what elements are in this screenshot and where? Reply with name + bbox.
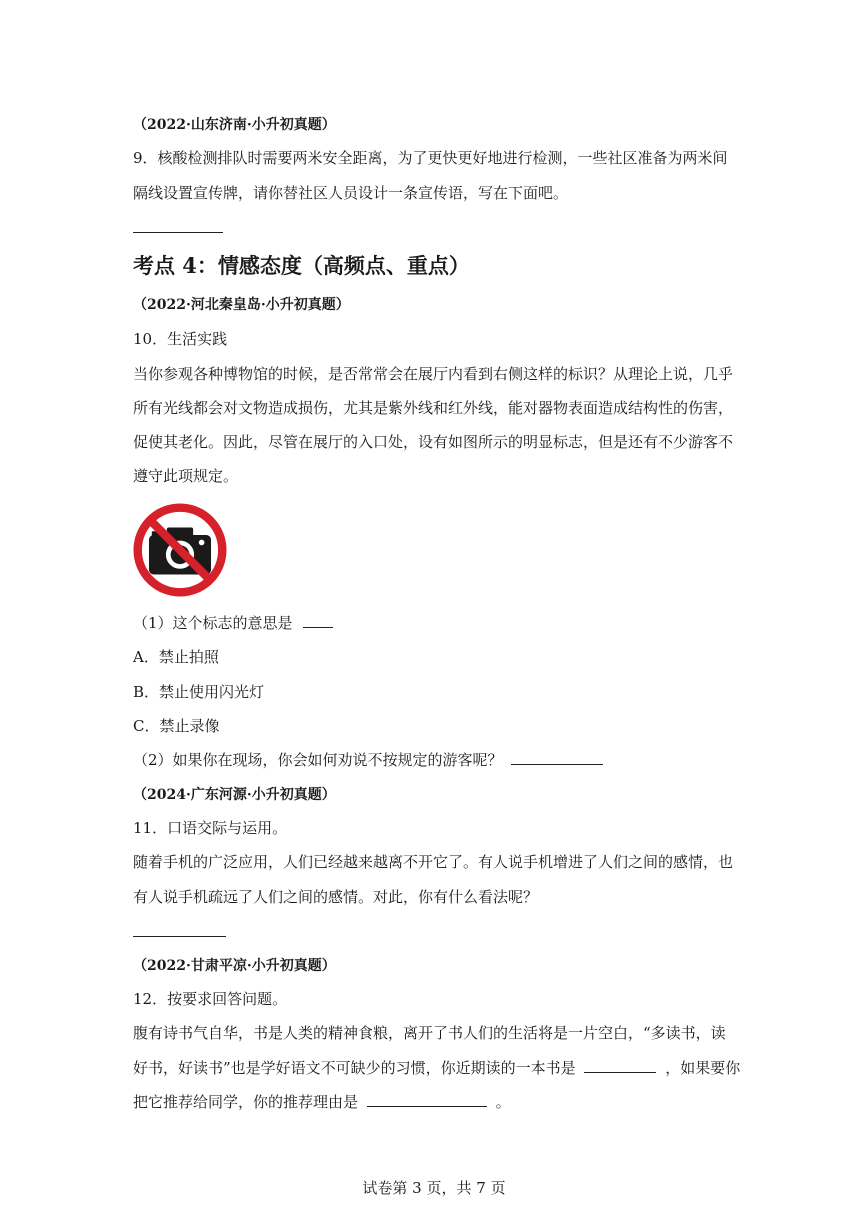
section-heading: 考点 4：情感态度（高频点、重点）: [133, 253, 470, 278]
q10-para-line4: 遵守此项规定。: [133, 467, 239, 485]
q10-sub1-text: （1）这个标志的意思是: [133, 614, 293, 632]
q10-source: （2022·河北秦皇岛·小升初真题）: [133, 297, 350, 313]
q10-title: 10．生活实践: [133, 330, 228, 348]
q10-para-line2: 所有光线都会对文物造成损伤，尤其是紫外线和红外线，能对器物表面造成结构性的伤害，: [133, 399, 734, 417]
q10-option-a: A．禁止拍照: [133, 648, 219, 666]
q12-para-line2-start: 好书，好读书”也是学好语文不可缺少的习惯，你近期读的一本书是: [133, 1059, 576, 1077]
q9-source: （2022·山东济南·小升初真题）: [133, 117, 336, 133]
q12-para-line3-end: 。: [495, 1093, 511, 1111]
q12-reason-answer-blank[interactable]: [367, 1092, 487, 1107]
q9-text-line2: 隔线设置宣传牌，请你替社区人员设计一条宣传语，写在下面吧。: [133, 184, 569, 202]
q10-option-c: C．禁止录像: [133, 717, 220, 735]
q10-option-b: B．禁止使用闪光灯: [133, 683, 265, 701]
q12-title: 12．按要求回答问题。: [133, 990, 288, 1008]
q9-text-line1: 9．核酸检测排队时需要两米安全距离，为了更快更好地进行检测，一些社区准备为两米间: [133, 149, 728, 167]
q10-para-line3: 促使其老化。因此，尽管在展厅的入口处，设有如图所示的明显标志，但是还有不少游客不: [133, 433, 734, 451]
q9-answer-line[interactable]: [133, 232, 223, 233]
q12-para-line2-end: ，如果要你: [665, 1059, 741, 1077]
page-footer: 试卷第 3 页，共 7 页: [362, 1179, 506, 1197]
q10-sub1-answer-blank[interactable]: [303, 613, 333, 628]
q11-source: （2024·广东河源·小升初真题）: [133, 787, 336, 803]
q12-source: （2022·甘肃平凉·小升初真题）: [133, 958, 336, 974]
q11-para-line1: 随着手机的广泛应用，人们已经越来越离不开它了。有人说手机增进了人们之间的感情，也: [133, 853, 734, 871]
q10-sub2: [133, 750, 603, 770]
q12-para-line2: [133, 1058, 740, 1078]
q12-para-line3-start: 把它推荐给同学，你的推荐理由是: [133, 1093, 359, 1111]
no-camera-icon: [133, 503, 227, 597]
q12-para-line3: [133, 1092, 511, 1112]
q12-para-line1: 腹有诗书气自华，书是人类的精神食粮，离开了书人们的生活将是一片空白，“多读书，读: [133, 1024, 726, 1042]
q10-para-line1: 当你参观各种博物馆的时候，是否常常会在展厅内看到右侧这样的标识？从理论上说，几乎: [133, 365, 734, 383]
q11-title: 11．口语交际与运用。: [133, 819, 288, 837]
q11-answer-line[interactable]: [133, 936, 226, 937]
q10-sub1: [133, 613, 333, 633]
q10-sub2-answer-blank[interactable]: [511, 750, 603, 765]
q12-book-answer-blank[interactable]: [584, 1058, 656, 1073]
q11-para-line2: 有人说手机疏远了人们之间的感情。对此，你有什么看法呢？: [133, 888, 539, 906]
q10-sub2-text: （2）如果你在现场，你会如何劝说不按规定的游客呢？: [133, 751, 503, 769]
